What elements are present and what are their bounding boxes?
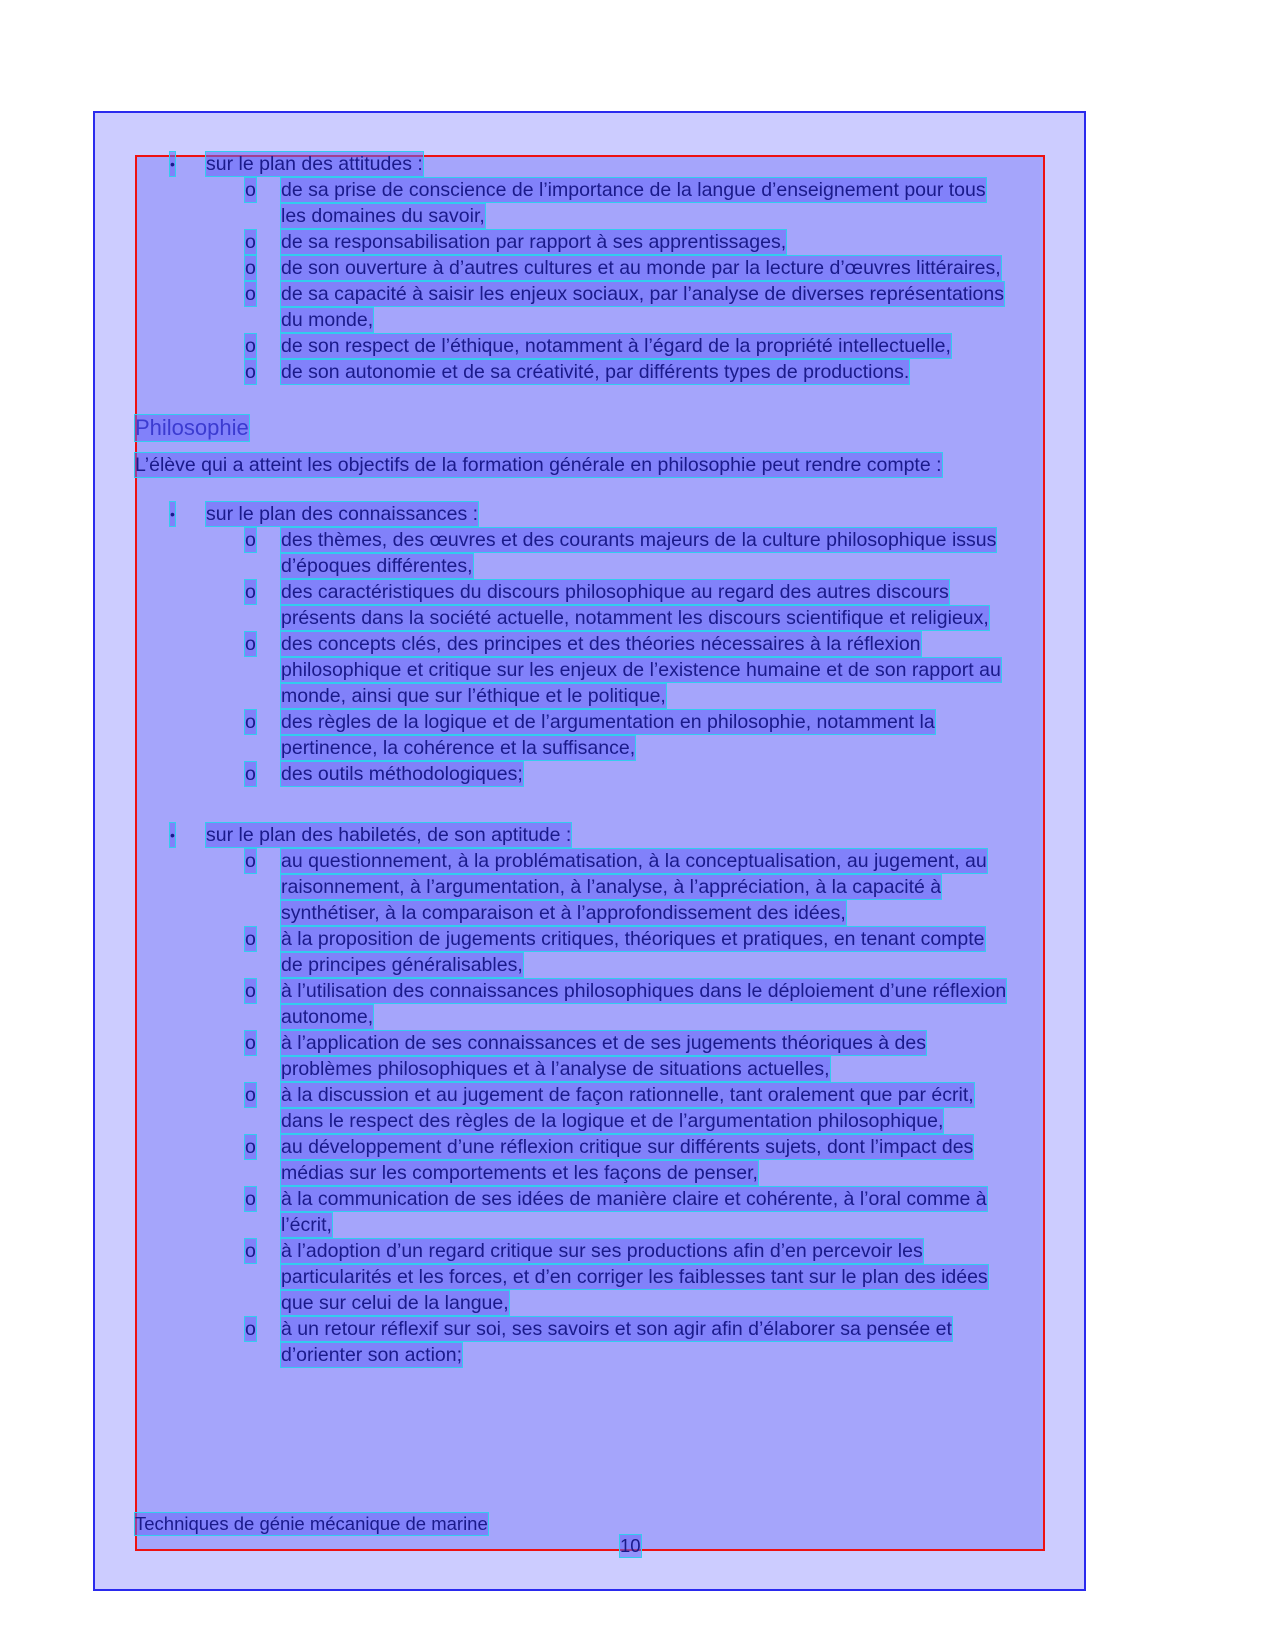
habiletes-item-line: au développement d’une réflexion critique sur différents sujets, dont l’impact des [281, 1136, 974, 1158]
habiletes-sub-bullet: o [245, 1318, 256, 1340]
attitudes-item-line: du monde, [281, 309, 374, 331]
habiletes-item-line: à l’application de ses connaissances et de ses jugements théoriques à des [281, 1032, 926, 1054]
connaissances-sub-bullet: o [245, 711, 256, 733]
habiletes-item-line: que sur celui de la langue, [281, 1292, 509, 1314]
habiletes-item-line: d’orienter son action; [281, 1344, 463, 1366]
page-number: 10 [620, 1535, 641, 1556]
attitudes-sub-bullet: o [245, 335, 256, 357]
habiletes-item-line: synthétiser, à la comparaison et à l’approfondissement des idées, [281, 902, 846, 924]
habiletes-item-line: à l’adoption d’un regard critique sur ses productions afin d’en percevoir les [281, 1240, 923, 1262]
habiletes-item-line: dans le respect des règles de la logique et de l’argumentation philosophique, [281, 1110, 944, 1132]
connaissances-item-line: des règles de la logique et de l’argumentation en philosophie, notamment la [281, 711, 935, 733]
attitudes-sub-bullet: o [245, 179, 256, 201]
habiletes-item-line: raisonnement, à l’argumentation, à l’analyse, à l’appréciation, à la capacité à [281, 876, 942, 898]
attitudes-sub-bullet: o [245, 231, 256, 253]
habiletes-item-line: à la discussion et au jugement de façon rationnelle, tant oralement que par écrit, [281, 1084, 974, 1106]
connaissances-item-line: monde, ainsi que sur l’éthique et le politique, [281, 685, 666, 707]
connaissances-item-line: pertinence, la cohérence et la suffisance, [281, 737, 636, 759]
habiletes-sub-bullet: o [245, 1188, 256, 1210]
connaissances-sub-bullet: o [245, 633, 256, 655]
attitudes-sub-bullet: o [245, 361, 256, 383]
attitudes-heading: sur le plan des attitudes : [206, 153, 423, 175]
habiletes-item-line: particularités et les forces, et d’en corriger les faiblesses tant sur le plan des idées [281, 1266, 988, 1288]
habiletes-item-line: au questionnement, à la problématisation, à la conceptualisation, au jugement, au [281, 850, 987, 872]
habiletes-item-line: à un retour réflexif sur soi, ses savoirs et son agir afin d’élaborer sa pensée et [281, 1318, 952, 1340]
connaissances-sub-bullet: o [245, 529, 256, 551]
attitudes-item-line: de sa capacité à saisir les enjeux sociaux, par l’analyse de diverses représentations [281, 283, 1004, 305]
connaissances-item-line: des thèmes, des œuvres et des courants majeurs de la culture philosophique issus [281, 529, 997, 551]
habiletes-sub-bullet: o [245, 980, 256, 1002]
connaissances-item-line: des outils méthodologiques; [281, 763, 523, 785]
habiletes-item-line: de principes généralisables, [281, 954, 523, 976]
footer-program-name: Techniques de génie mécanique de marine [135, 1513, 488, 1534]
habiletes-bullet: • [170, 823, 175, 847]
connaissances-item-line: philosophique et critique sur les enjeux de l’existence humaine et de son rapport au [281, 659, 1001, 681]
attitudes-item-line: les domaines du savoir, [281, 205, 485, 227]
connaissances-sub-bullet: o [245, 581, 256, 603]
habiletes-sub-bullet: o [245, 928, 256, 950]
connaissances-item-line: présents dans la société actuelle, notamment les discours scientifique et religieux, [281, 607, 989, 629]
section-title-philosophie: Philosophie [135, 415, 249, 440]
habiletes-sub-bullet: o [245, 1240, 256, 1262]
attitudes-item-line: de son ouverture à d’autres cultures et au monde par la lecture d’œuvres littéraires, [281, 257, 1001, 279]
connaissances-item-line: d’époques différentes, [281, 555, 473, 577]
attitudes-sub-bullet: o [245, 257, 256, 279]
attitudes-sub-bullet: o [245, 283, 256, 305]
habiletes-sub-bullet: o [245, 1136, 256, 1158]
connaissances-sub-bullet: o [245, 763, 256, 785]
habiletes-heading: sur le plan des habiletés, de son aptitude : [206, 824, 572, 846]
attitudes-item-line: de sa prise de conscience de l’importance de la langue d’enseignement pour tous [281, 179, 986, 201]
connaissances-bullet: • [170, 502, 175, 526]
connaissances-item-line: des caractéristiques du discours philosophique au regard des autres discours [281, 581, 949, 603]
attitudes-bullet: • [170, 152, 175, 176]
habiletes-sub-bullet: o [245, 850, 256, 872]
habiletes-item-line: médias sur les comportements et les façons de penser, [281, 1162, 758, 1184]
connaissances-item-line: des concepts clés, des principes et des théories nécessaires à la réflexion [281, 633, 921, 655]
attitudes-item-line: de son respect de l’éthique, notamment à l’égard de la propriété intellectuelle, [281, 335, 951, 357]
habiletes-item-line: l’écrit, [281, 1214, 332, 1236]
habiletes-item-line: à la proposition de jugements critiques, théoriques et pratiques, en tenant compte [281, 928, 985, 950]
habiletes-sub-bullet: o [245, 1032, 256, 1054]
habiletes-sub-bullet: o [245, 1084, 256, 1106]
philosophie-intro: L’élève qui a atteint les objectifs de la formation générale en philosophie peut rendre compte : [135, 454, 942, 476]
connaissances-heading: sur le plan des connaissances : [206, 503, 479, 525]
attitudes-item-line: de son autonomie et de sa créativité, par différents types de productions. [281, 361, 910, 383]
habiletes-item-line: autonome, [281, 1006, 374, 1028]
habiletes-item-line: à l’utilisation des connaissances philosophiques dans le déploiement d’une réflexion [281, 980, 1007, 1002]
attitudes-item-line: de sa responsabilisation par rapport à ses apprentissages, [281, 231, 787, 253]
habiletes-item-line: à la communication de ses idées de manière claire et cohérente, à l’oral comme à [281, 1188, 987, 1210]
habiletes-item-line: problèmes philosophiques et à l’analyse de situations actuelles, [281, 1058, 830, 1080]
